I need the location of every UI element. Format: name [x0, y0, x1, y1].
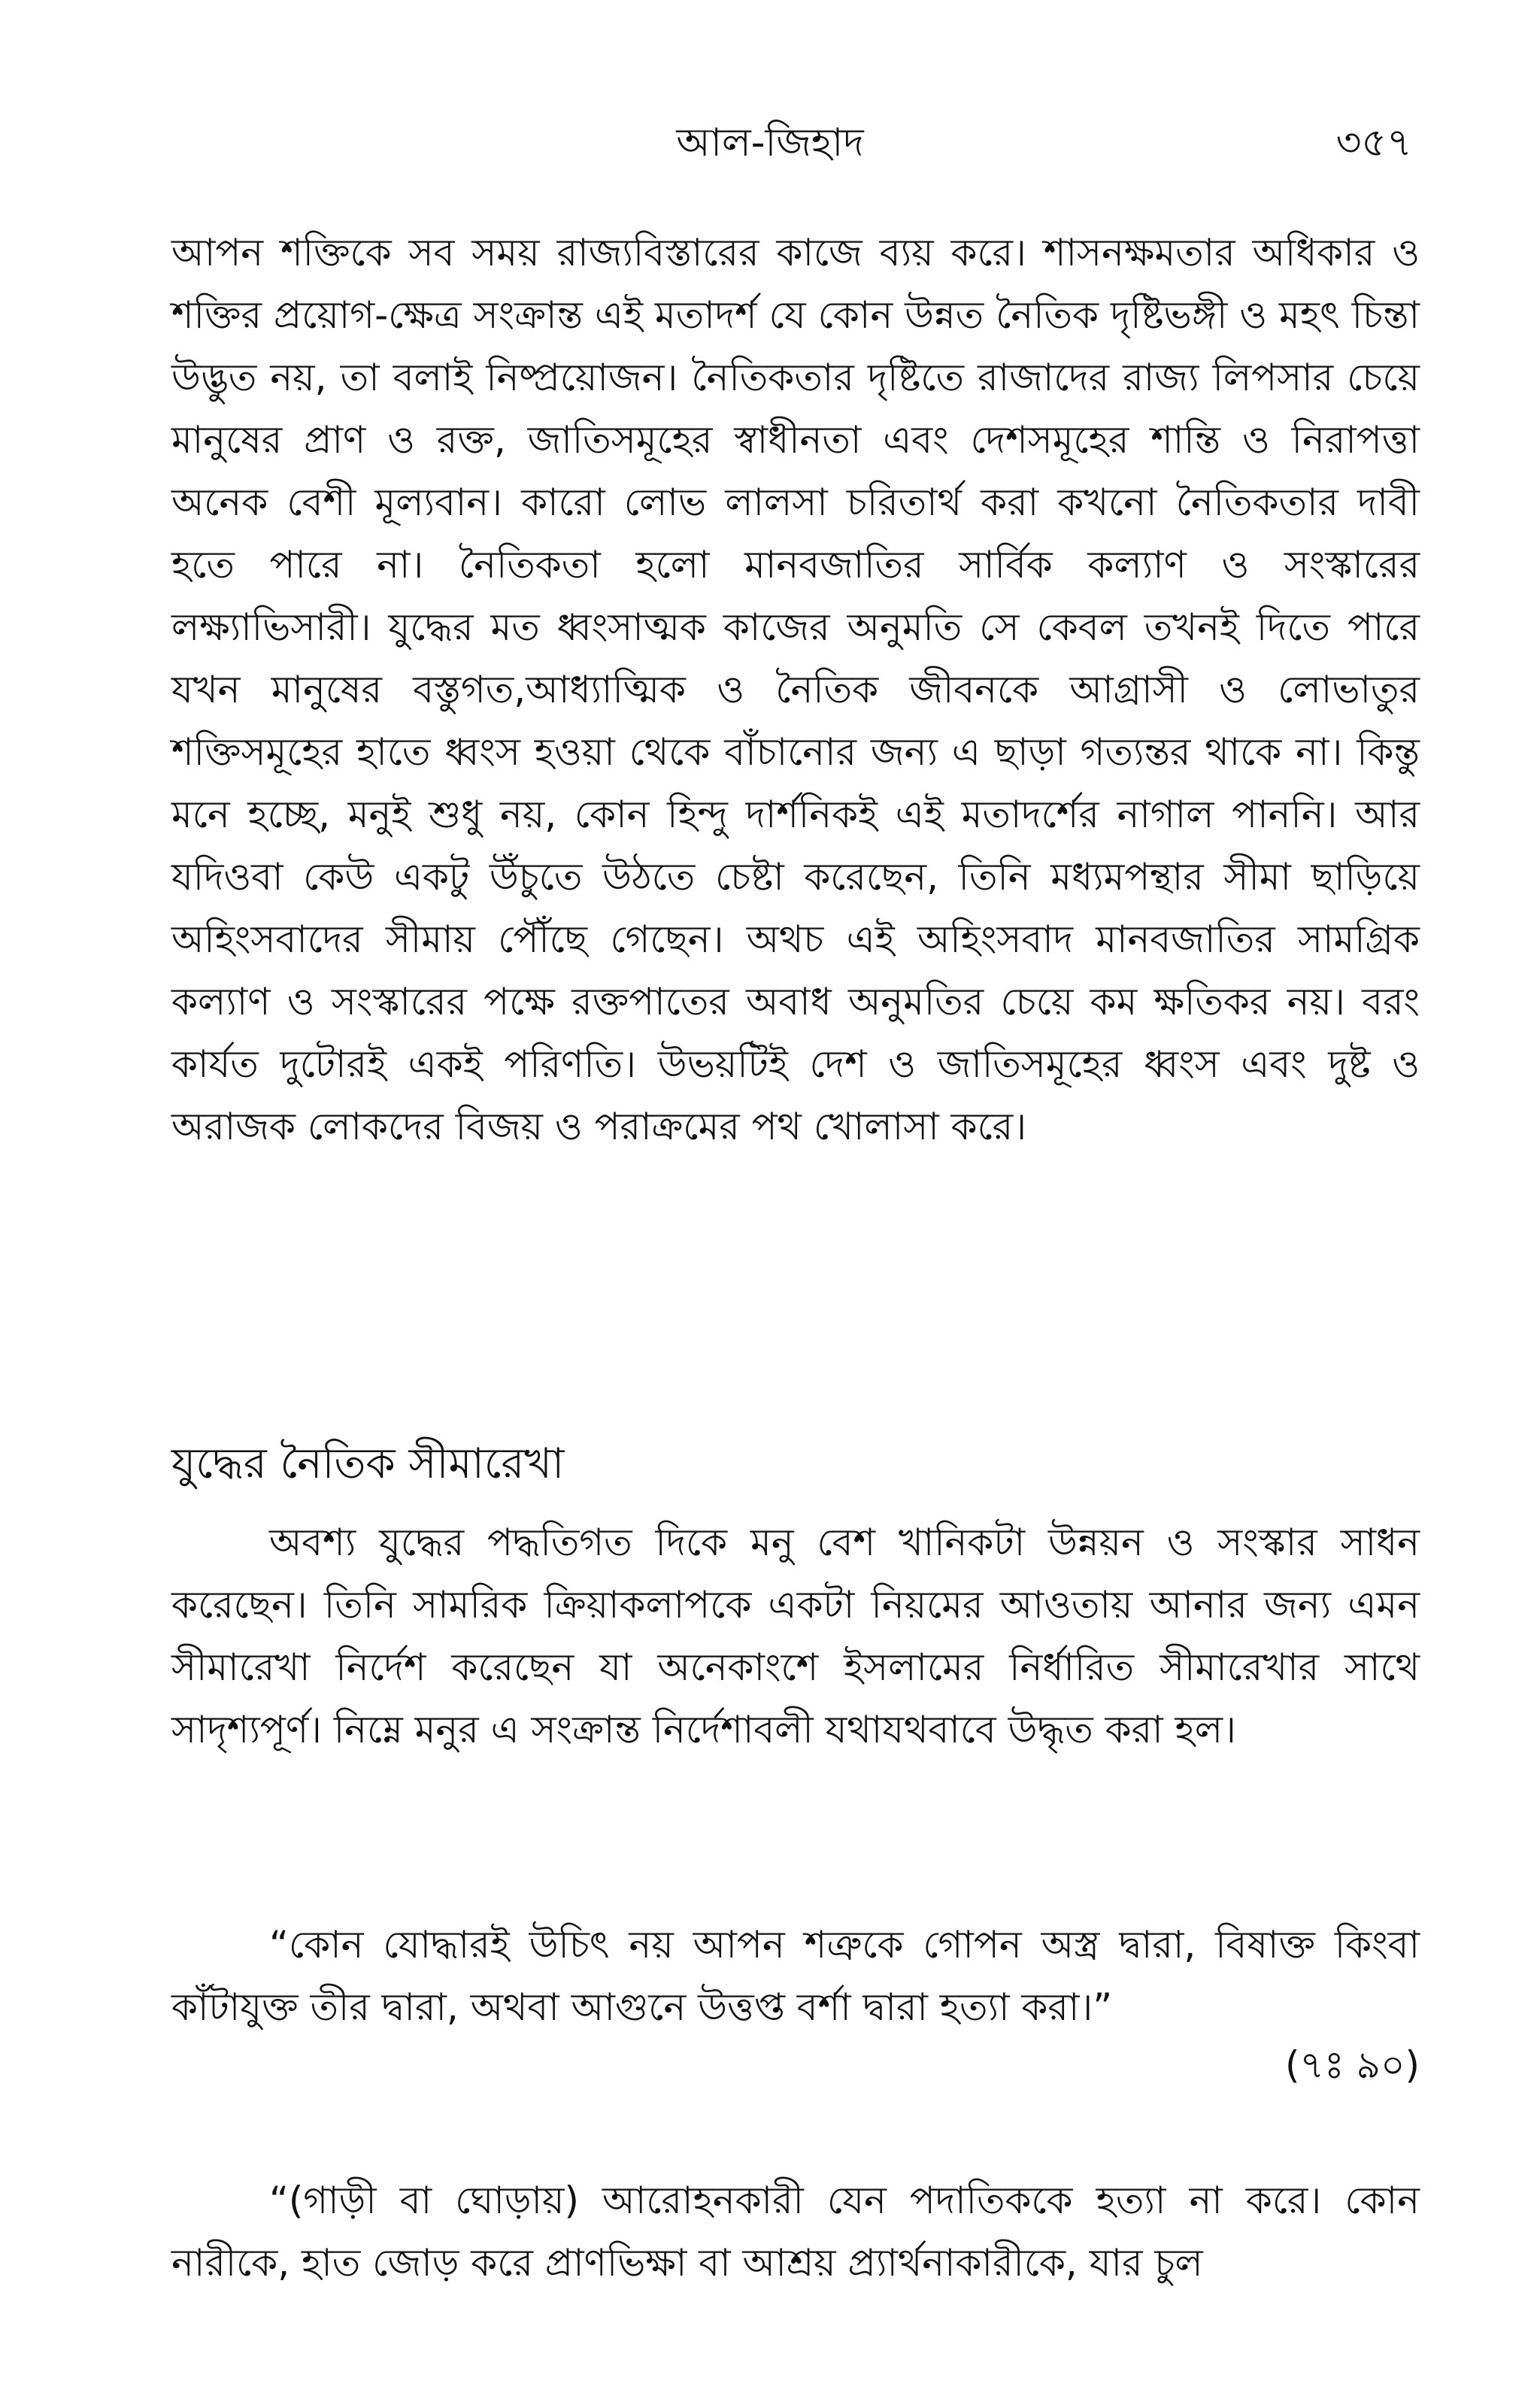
paragraph-2: অবশ্য যুদ্ধের পদ্ধতিগত দিকে মনু বেশ খানিকটা উন্নয়ন ও সংস্কার সাধন করেছেন। তিনি সামরিক ক্রিয়াকলাপকে একটা নিয়মের আওতায় আনার জন্য এমন সীমারেখা নির্দেশ করেছেন যা অনেকাংশে ইসলামের নির্ধারিত সীমারেখার সাথে সাদৃশ্যপূর্ণ। নিম্নে মনুর এ সংক্রান্ত নির্দেশাবলী যথাযথবাবে উদ্ধৃত করা হল। — [171, 1521, 1420, 1751]
running-header — [0, 113, 1540, 173]
quotation-1-citation: (৭ঃ ৯০) — [1284, 2043, 1420, 2087]
running-title: আল-জিহাদ — [676, 120, 864, 165]
quotation-1: “কোন যোদ্ধারই উচিৎ নয় আপন শত্রুকে গোপন অস্ত্র দ্বারা, বিষাক্ত কিংবা কাঁটাযুক্ত তীর দ্বারা, অথবা আগুনে উত্তপ্ত বর্শা দ্বারা হত্যা করা।” — [171, 1923, 1420, 2029]
page-number: ৩৫৭ — [1335, 120, 1412, 165]
paragraph-1: আপন শক্তিকে সব সময় রাজ্যবিস্তারের কাজে ব্যয় করে। শাসনক্ষমতার অধিকার ও শক্তির প্রয়োগ-ক্ষেত্র সংক্রান্ত এই মতাদর্শ যে কোন উন্নত নৈতিক দৃষ্টিভঙ্গী ও মহৎ চিন্তা উদ্ভুত নয়, তা বলাই নিষ্প্রয়োজন। নৈতিকতার দৃষ্টিতে রাজাদের রাজ্য লিপসার চেয়ে মানুষের প্রাণ ও রক্ত, জাতিসমূহের স্বাধীনতা এবং দেশসমূহের শান্তি ও নিরাপত্তা অনেক বেশী মূল্যবান। কারো লোভ লালসা চরিতার্থ করা কখনো নৈতিকতার দাবী হতে পারে না। নৈতিকতা হলো মানবজাতির সার্বিক কল্যাণ ও সংস্কারের লক্ষ্যাভিসারী। যুদ্ধের মত ধ্বংসাত্মক কাজের অনুমতি সে কেবল তখনই দিতে পারে যখন মানুষের বস্তুগত,আধ্যাত্মিক ও নৈতিক জীবনকে আগ্রাসী ও লোভাতুর শক্তিসমূহের হাতে ধ্বংস হওয়া থেকে বাঁচানোর জন্য এ ছাড়া গত্যন্তর থাকে না। কিন্তু মনে হচ্ছে, মনুই শুধু নয়, কোন হিন্দু দার্শনিকই এই মতাদর্শের নাগাল পাননি। আর যদিওবা কেউ একটু উঁচুতে উঠতে চেষ্টা করেছেন, তিনি মধ্যমপন্থার সীমা ছাড়িয়ে অহিংসবাদের সীমায় পৌঁছে গেছেন। অথচ এই অহিংসবাদ মানবজাতির সামগ্রিক কল্যাণ ও সংস্কারের পক্ষে রক্তপাতের অবাধ অনুমতির চেয়ে কম ক্ষতিকর নয়। বরং কার্যত দুটোরই একই পরিণতি। উভয়টিই দেশ ও জাতিসমূহের ধ্বংস এবং দুষ্ট ও অরাজক লোকদের বিজয় ও পরাক্রমের পথ খোলাসা করে। — [171, 231, 1420, 1148]
section-heading: যুদ্ধের নৈতিক সীমারেখা — [171, 1439, 565, 1488]
quotation-2: “(গাড়ী বা ঘোড়ায়) আরোহনকারী যেন পদাতিককে হত্যা না করে। কোন নারীকে, হাত জোড় করে প্রাণভিক্ষা বা আশ্রয় প্র্যার্থনাকারীকে, যার চুল — [171, 2179, 1420, 2285]
